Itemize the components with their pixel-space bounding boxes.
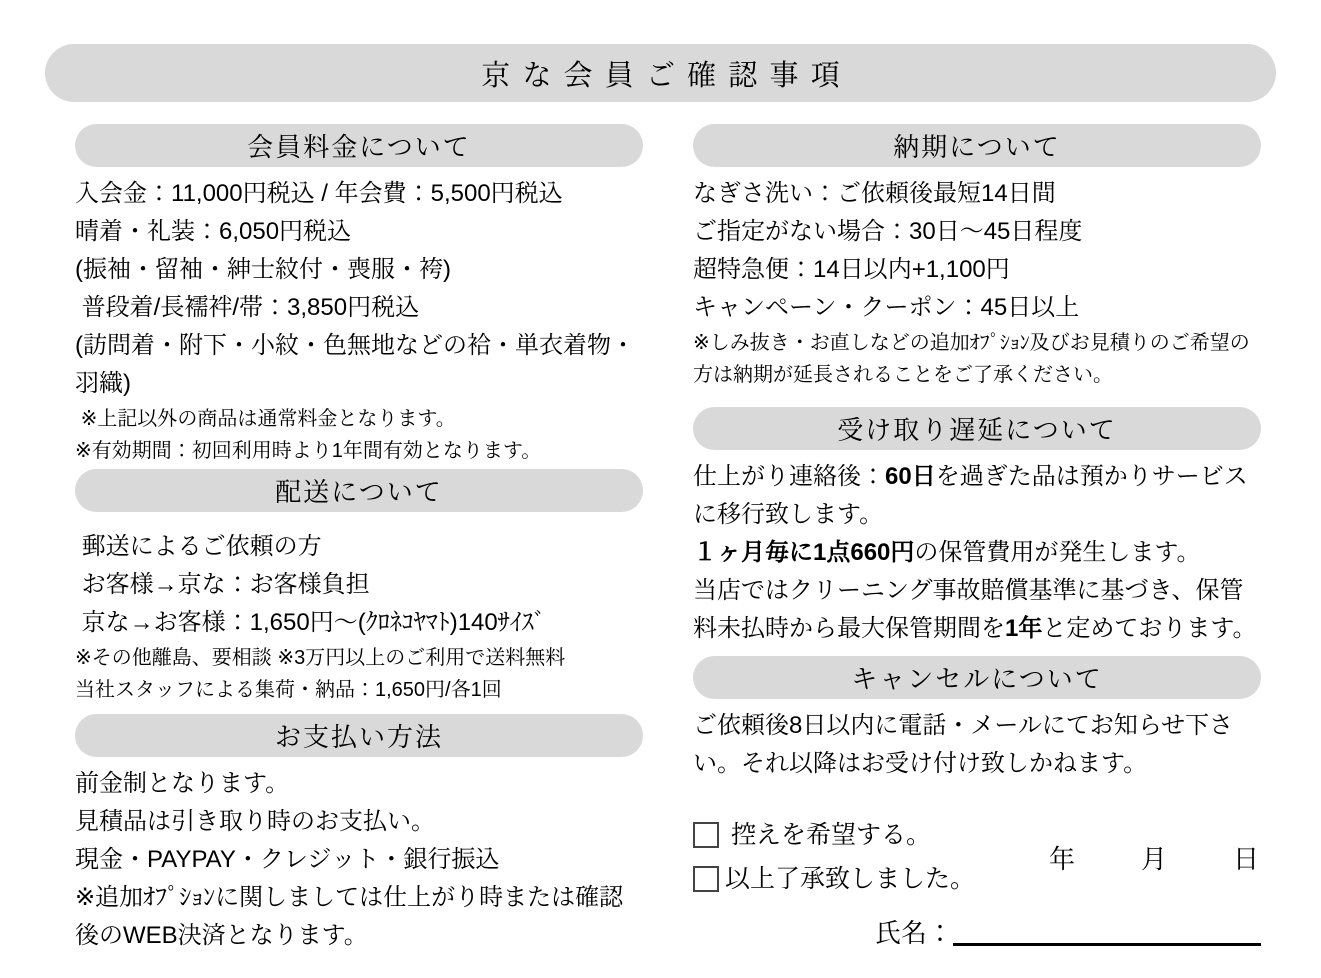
section-shipping-heading-pill [75,469,643,512]
text-line: (訪問着・附下・小紋・色無地などの袷・単衣着物・羽織) [75,332,635,397]
document-page [0,44,1321,978]
checkbox-icon[interactable] [693,866,719,892]
text-line: ※その他離島、要相談 ※3万円以上のご利用で送料無料 [75,647,566,669]
text-line: 前金制となります。 [75,770,290,797]
section-late-pickup [693,407,1261,648]
section-payment-body [75,765,643,955]
section-heading: 会員料金について [247,133,471,162]
section-membership-fees [75,124,643,467]
text-line: ご指定がない場合：30日〜45日程度 [693,218,1083,245]
section-heading: 受け取り遅延について [837,416,1117,445]
page-title: 京な会員ご確認事項 [481,59,852,92]
checkbox-copy-request[interactable] [693,817,975,853]
text-line: キャンペーン・クーポン：45日以上 [693,294,1080,321]
month-label: 月 [1140,843,1167,874]
checkbox-and-date-row [693,817,1261,897]
name-field-row [693,913,1261,950]
date-fields [1049,839,1261,876]
confirmation-form [693,817,1261,950]
text-line: 晴着・礼装：6,050円税込 [75,218,352,245]
section-late-pickup-body [693,458,1261,648]
section-cancellation-heading-pill [693,656,1261,699]
text-line: 超特急便：14日以内+1,100円 [693,256,1010,283]
content-columns [0,102,1321,955]
section-heading: 配送について [275,478,443,507]
section-membership-fees-body [75,175,643,467]
checkbox-acknowledged-label: 以上了承致しました。 [725,865,976,893]
right-column [693,124,1261,950]
name-label: 氏名： [874,918,953,948]
section-membership-fees-heading-pill [75,124,643,167]
section-shipping-body [75,528,643,706]
name-signature-line[interactable] [953,943,1261,946]
left-column [75,124,643,955]
text-line: 仕上がり連絡後：60日を過ぎた品は預かりサービスに移行致します。 [693,463,1248,528]
text-line: なぎさ洗い：ご依頼後最短14日間 [693,180,1056,207]
checkbox-copy-request-label: 控えを希望する。 [731,821,932,849]
text-line: ※追加ｵﾌﾟｼｮﾝに関しましては仕上がり時または確認後のWEB決済となります。 [75,884,624,949]
section-delivery-time-heading-pill [693,124,1261,167]
text-line: 郵送によるご依頼の方 [75,533,322,560]
section-payment-heading-pill [75,714,643,757]
text-line: ※有効期間：初回利用時より1年間有効となります。 [75,440,542,462]
text-line: 入会金：11,000円税込 / 年会費：5,500円税込 [75,180,563,207]
checkbox-group [693,817,975,897]
text-line: 見積品は引き取り時のお支払い。 [75,808,435,835]
page-title-pill [45,44,1276,102]
section-delivery-time-body [693,175,1261,391]
text-line: １ヶ月毎に1点660円の保管費用が発生します。 [693,539,1201,566]
section-heading: 納期について [893,133,1061,162]
text-line: お客様→京な：お客様負担 [75,571,370,598]
section-delivery-time [693,124,1261,391]
section-heading: キャンセルについて [851,665,1103,694]
year-label: 年 [1048,843,1075,874]
text-line: ※しみ抜き・お直しなどの追加ｵﾌﾟｼｮﾝ及びお見積りのご希望の方は納期が延長されることをご了承ください。 [693,332,1250,386]
checkbox-icon[interactable] [693,822,719,848]
section-late-pickup-heading-pill [693,407,1261,450]
section-cancellation [693,656,1261,783]
text-line: 当社スタッフによる集荷・納品：1,650円/各1回 [75,679,502,701]
text-line: ご依頼後8日以内に電話・メールにてお知らせ下さい。それ以降はお受け付け致しかねます。 [693,712,1234,777]
section-heading: お支払い方法 [274,723,443,752]
text-line: 普段着/長襦袢/帯：3,850円税込 [75,294,420,321]
day-label: 日 [1232,843,1259,874]
text-line: ※上記以外の商品は通常料金となります。 [75,408,456,430]
text-line: 現金・PAYPAY・クレジット・銀行振込 [75,846,500,873]
section-cancellation-body [693,707,1261,783]
section-payment [75,714,643,955]
section-shipping [75,469,643,706]
checkbox-acknowledged[interactable] [693,861,975,897]
text-line: 京な→お客様：1,650円〜(ｸﾛﾈｺﾔﾏﾄ)140ｻｲｽﾞ [75,609,546,636]
text-line: (振袖・留袖・紳士紋付・喪服・袴) [75,256,451,283]
text-line: 当店ではクリーニング事故賠償基準に基づき、保管料未払時から最大保管期間を1年と定めております。 [693,577,1257,642]
